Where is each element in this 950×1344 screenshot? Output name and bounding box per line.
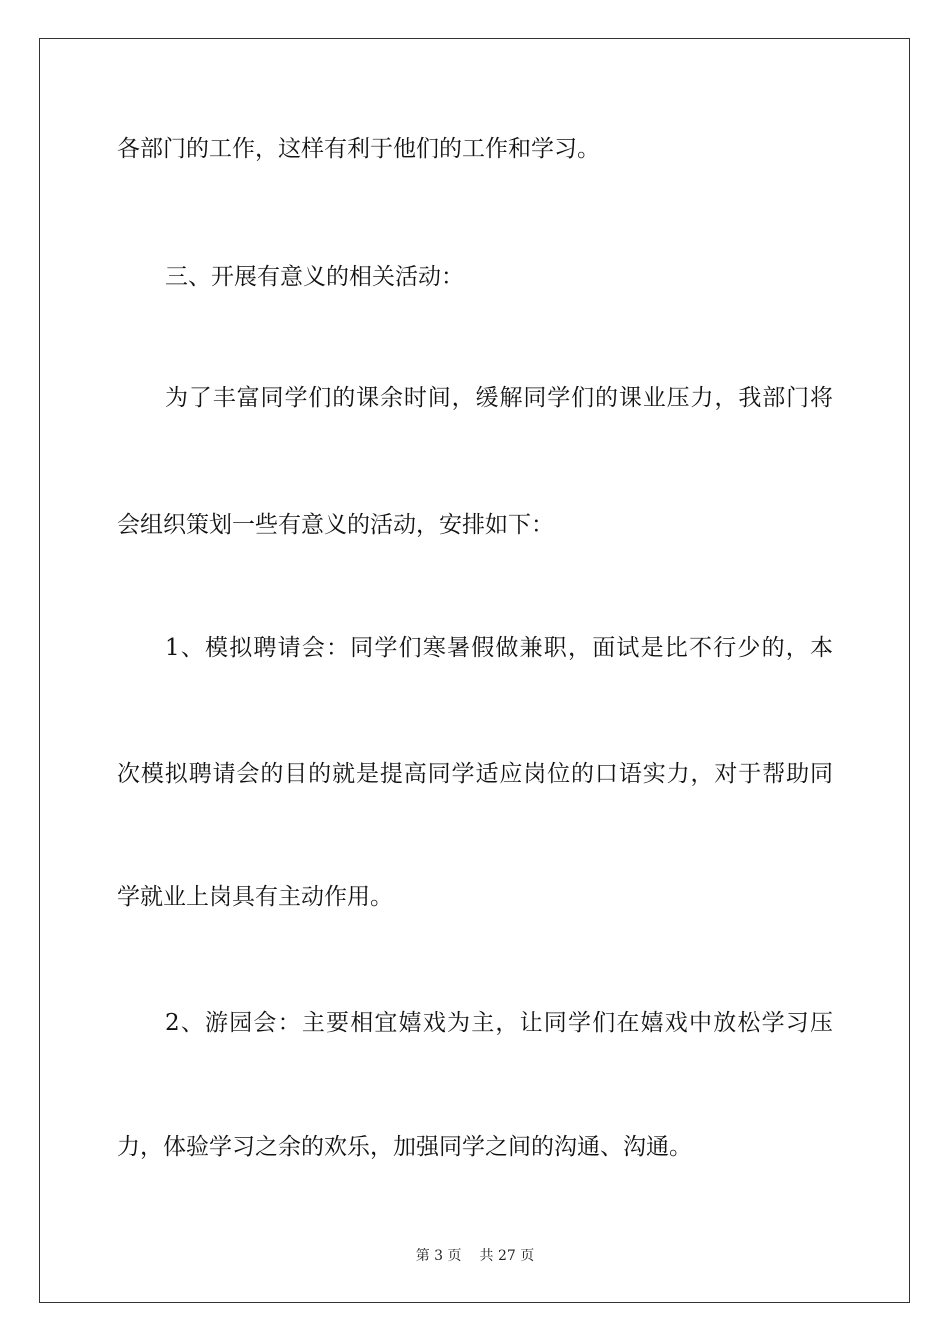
list-item-line: 1、模拟聘请会：同学们寒暑假做兼职，面试是比不行少的，本 (165, 635, 833, 661)
page-footer (0, 1245, 950, 1265)
section-heading: 三、开展有意义的相关活动： (165, 264, 464, 290)
list-item-line: 2、游园会：主要相宜嬉戏为主，让同学们在嬉戏中放松学习压 (165, 1010, 833, 1036)
page-number: 第 3 页 (415, 1248, 462, 1264)
paragraph-line: 会组织策划一些有意义的活动，安排如下： (117, 512, 554, 538)
list-item-line: 次模拟聘请会的目的就是提高同学适应岗位的口语实力，对于帮助同 (117, 761, 833, 787)
paragraph-line: 为了丰富同学们的课余时间，缓解同学们的课业压力，我部门将 (165, 385, 833, 411)
list-item-line: 学就业上岗具有主动作用。 (117, 884, 393, 910)
paragraph-line: 各部门的工作，这样有利于他们的工作和学习。 (117, 136, 600, 162)
list-item-line: 力，体验学习之余的欢乐，加强同学之间的沟通、沟通。 (117, 1134, 692, 1160)
page-border (39, 38, 910, 1303)
page-total: 共 27 页 (479, 1248, 535, 1264)
